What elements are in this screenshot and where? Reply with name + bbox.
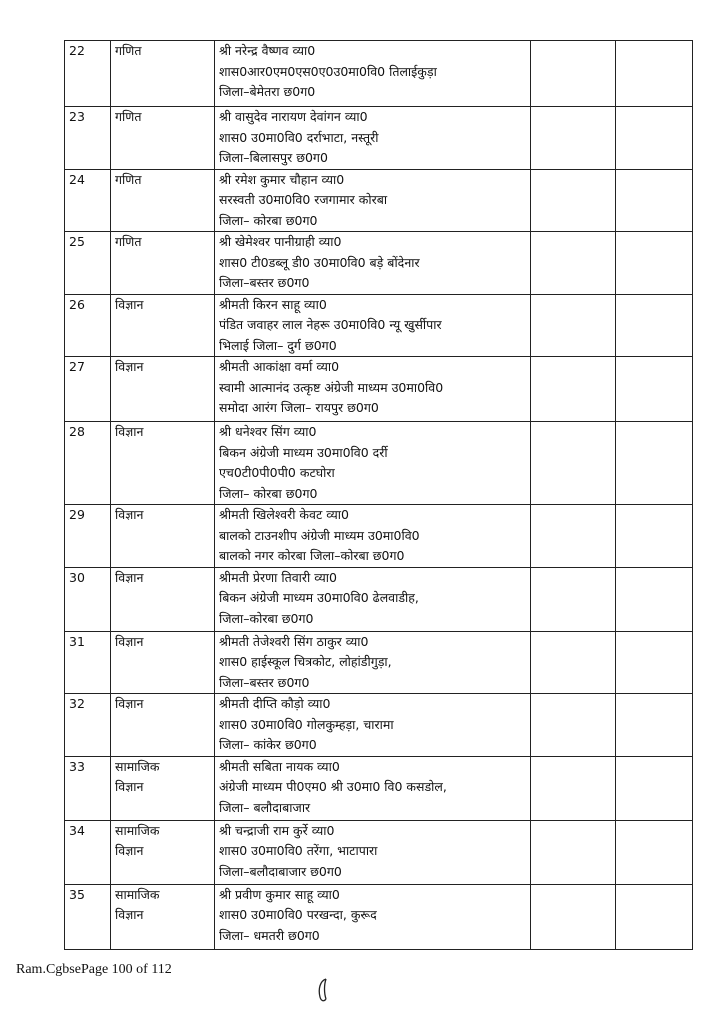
subject-line: विज्ञान [115,424,144,439]
school-address-line: जिला–बेमेतरा छ0ग0 [219,84,316,99]
subject-cell [111,567,215,631]
teacher-details-cell [215,884,531,949]
subject-cell [111,884,215,949]
subject-cell [111,422,215,505]
blank-column-a [531,756,616,820]
subject-line: गणित [115,109,142,124]
blank-column-a [531,820,616,884]
serial-number: 28 [65,422,111,505]
school-address-line: पंडित जवाहर लाल नेहरू उ0मा0वि0 न्यू खुर्सीपार [219,317,442,332]
teacher-details-cell [215,694,531,757]
subject-line: विज्ञान [115,843,144,858]
school-address-line: शास0 हाईस्कूल चित्रकोट, लोहांडीगुड़ा, [219,654,392,669]
school-address-line: जिला– कांकेर छ0ग0 [219,737,317,752]
school-address-line: बालको टाउनशीप अंग्रेजी माध्यम उ0मा0वि0 [219,527,420,543]
table-row [65,694,693,757]
school-address-line: जिला–बलौदाबाजार छ0ग0 [219,863,342,879]
subject-cell [111,294,215,357]
table-row [65,169,693,232]
school-address-line: जिला–बिलासपुर छ0ग0 [219,150,328,165]
blank-column-b [616,232,693,295]
teacher-details-cell [215,232,531,295]
teacher-details-cell [215,357,531,422]
subject-cell [111,107,215,170]
subject-line: विज्ञान [115,507,144,522]
school-address-line: शास0 टी0डब्लू डी0 उ0मा0वि0 बड़े बोंदेनार [219,254,420,270]
school-address-line: जिला– कोरबा छ0ग0 [219,212,318,228]
blank-column-a [531,631,616,694]
serial-number: 23 [65,107,111,170]
initials-signature [314,975,336,1005]
subject-line: गणित [115,43,142,58]
teacher-details-cell [215,631,531,694]
table-row [65,820,693,884]
blank-column-a [531,169,616,232]
blank-column-b [616,505,693,568]
serial-number: 29 [65,505,111,568]
subject-line: सामाजिक [115,886,160,902]
school-address-line: शास0 उ0मा0वि0 परखन्दा, कुरूद [219,907,377,922]
table-row [65,884,693,949]
school-address-line: स्वामी आत्मानंद उत्कृष्ट अंग्रेजी माध्यम उ0मा0वि0 [219,379,444,395]
blank-column-a [531,884,616,949]
subject-line: विज्ञान [115,696,144,711]
blank-column-a [531,694,616,757]
school-address-line: जिला–बस्तर छ0ग0 [219,275,310,290]
serial-number: 32 [65,694,111,757]
blank-column-b [616,294,693,357]
teacher-name: श्रीमती दीप्ति कौड़ो व्या0 [219,696,331,711]
teacher-name: श्रीमती प्रेरणा तिवारी व्या0 [219,569,337,585]
school-address-line: शास0 उ0मा0वि0 तरेंगा, भाटापारा [219,843,378,858]
school-address-line: जिला–कोरबा छ0ग0 [219,610,314,626]
serial-number: 30 [65,567,111,631]
blank-column-b [616,357,693,422]
table-row [65,422,693,505]
teacher-name: श्री नरेन्द्र वैष्णव व्या0 [219,43,316,58]
blank-column-a [531,41,616,107]
blank-column-a [531,567,616,631]
subject-line: विज्ञान [115,907,144,922]
subject-line: विज्ञान [115,296,144,312]
school-address-line: बालको नगर कोरबा जिला–कोरबा छ0ग0 [219,548,405,563]
teacher-name: श्री चन्द्राजी राम कुर्रे व्या0 [219,822,335,838]
school-address-line: जिला– कोरबा छ0ग0 [219,485,318,501]
teacher-name: श्री रमेश कुमार चौहान व्या0 [219,171,345,187]
blank-column-b [616,567,693,631]
teacher-details-cell [215,756,531,820]
blank-column-b [616,41,693,107]
subject-line: विज्ञान [115,633,144,649]
subject-line: विज्ञान [115,359,144,374]
school-address-line: जिला–बस्तर छ0ग0 [219,674,310,690]
teacher-details-cell [215,567,531,631]
table-row [65,294,693,357]
teacher-details-cell [215,107,531,170]
subject-cell [111,232,215,295]
school-address-line: सरस्वती उ0मा0वि0 रजगामार कोरबा [219,192,388,207]
blank-column-b [616,631,693,694]
blank-column-b [616,694,693,757]
document-sheet [64,40,692,950]
subject-cell [111,357,215,422]
teacher-name: श्री प्रवीण कुमार साहू व्या0 [219,886,340,902]
teacher-name: श्री वासुदेव नारायण देवांगन व्या0 [219,109,368,124]
table-row [65,41,693,107]
page-footer: Ram.CgbsePage 100 of 112 [16,962,172,977]
serial-number: 26 [65,294,111,357]
teacher-name: श्रीमती किरन साहू व्या0 [219,296,327,312]
serial-number: 24 [65,169,111,232]
teacher-name: श्रीमती सबिता नायक व्या0 [219,758,340,774]
school-address-line: समोदा आरंग जिला– रायपुर छ0ग0 [219,400,379,415]
teacher-details-cell [215,41,531,107]
serial-number: 22 [65,41,111,107]
teacher-details-cell [215,422,531,505]
teacher-details-cell [215,505,531,568]
school-address-line: शास0आर0एम0एस0ए0उ0मा0वि0 तिलाईकुड़ा [219,63,437,79]
school-address-line: बिकन अंग्रेजी माध्यम उ0मा0वि0 दर्री [219,444,388,460]
subject-cell [111,756,215,820]
subject-cell [111,41,215,107]
subject-line: सामाजिक [115,822,160,838]
subject-cell [111,631,215,694]
school-address-line: जिला– धमतरी छ0ग0 [219,927,320,943]
serial-number: 25 [65,232,111,295]
blank-column-a [531,294,616,357]
school-address-line: भिलाई जिला– दुर्ग छ0ग0 [219,337,337,353]
serial-number: 31 [65,631,111,694]
school-address-line: बिकन अंग्रेजी माध्यम उ0मा0वि0 ढेलवाडीह, [219,590,419,605]
teacher-list-table [64,40,693,950]
blank-column-b [616,884,693,949]
blank-column-a [531,422,616,505]
blank-column-b [616,820,693,884]
teacher-name: श्रीमती खिलेश्वरी केवट व्या0 [219,507,349,522]
subject-line: विज्ञान [115,569,144,585]
blank-column-a [531,232,616,295]
blank-column-b [616,107,693,170]
school-address-line: एच0टी0पी0पी0 कटघोरा [219,465,335,480]
blank-column-a [531,107,616,170]
table-row [65,232,693,295]
teacher-name: श्री खेमेश्वर पानीग्राही व्या0 [219,234,342,249]
teacher-name: श्री धनेश्वर सिंग व्या0 [219,424,317,439]
table-row [65,505,693,568]
blank-column-b [616,169,693,232]
serial-number: 34 [65,820,111,884]
subject-line: सामाजिक [115,758,160,774]
table-row [65,567,693,631]
table-row [65,357,693,422]
table-row [65,107,693,170]
teacher-details-cell [215,820,531,884]
subject-cell [111,505,215,568]
school-address-line: अंग्रेजी माध्यम पी0एम0 श्री उ0मा0 वि0 कसडोल, [219,779,447,794]
subject-line: गणित [115,234,142,249]
subject-line: गणित [115,171,142,187]
subject-line: विज्ञान [115,779,144,794]
subject-cell [111,820,215,884]
blank-column-a [531,505,616,568]
table-row [65,631,693,694]
serial-number: 27 [65,357,111,422]
blank-column-a [531,357,616,422]
teacher-details-cell [215,169,531,232]
teacher-name: श्रीमती आकांक्षा वर्मा व्या0 [219,359,340,374]
blank-column-b [616,756,693,820]
serial-number: 35 [65,884,111,949]
blank-column-b [616,422,693,505]
subject-cell [111,694,215,757]
school-address-line: शास0 उ0मा0वि0 गोलकुम्हड़ा, चारामा [219,716,394,732]
school-address-line: जिला– बलौदाबाजार [219,799,311,815]
teacher-name: श्रीमती तेजेश्वरी सिंग ठाकुर व्या0 [219,633,369,649]
school-address-line: शास0 उ0मा0वि0 दर्राभाटा, नस्तूरी [219,129,379,145]
table-row [65,756,693,820]
teacher-details-cell [215,294,531,357]
subject-cell [111,169,215,232]
serial-number: 33 [65,756,111,820]
